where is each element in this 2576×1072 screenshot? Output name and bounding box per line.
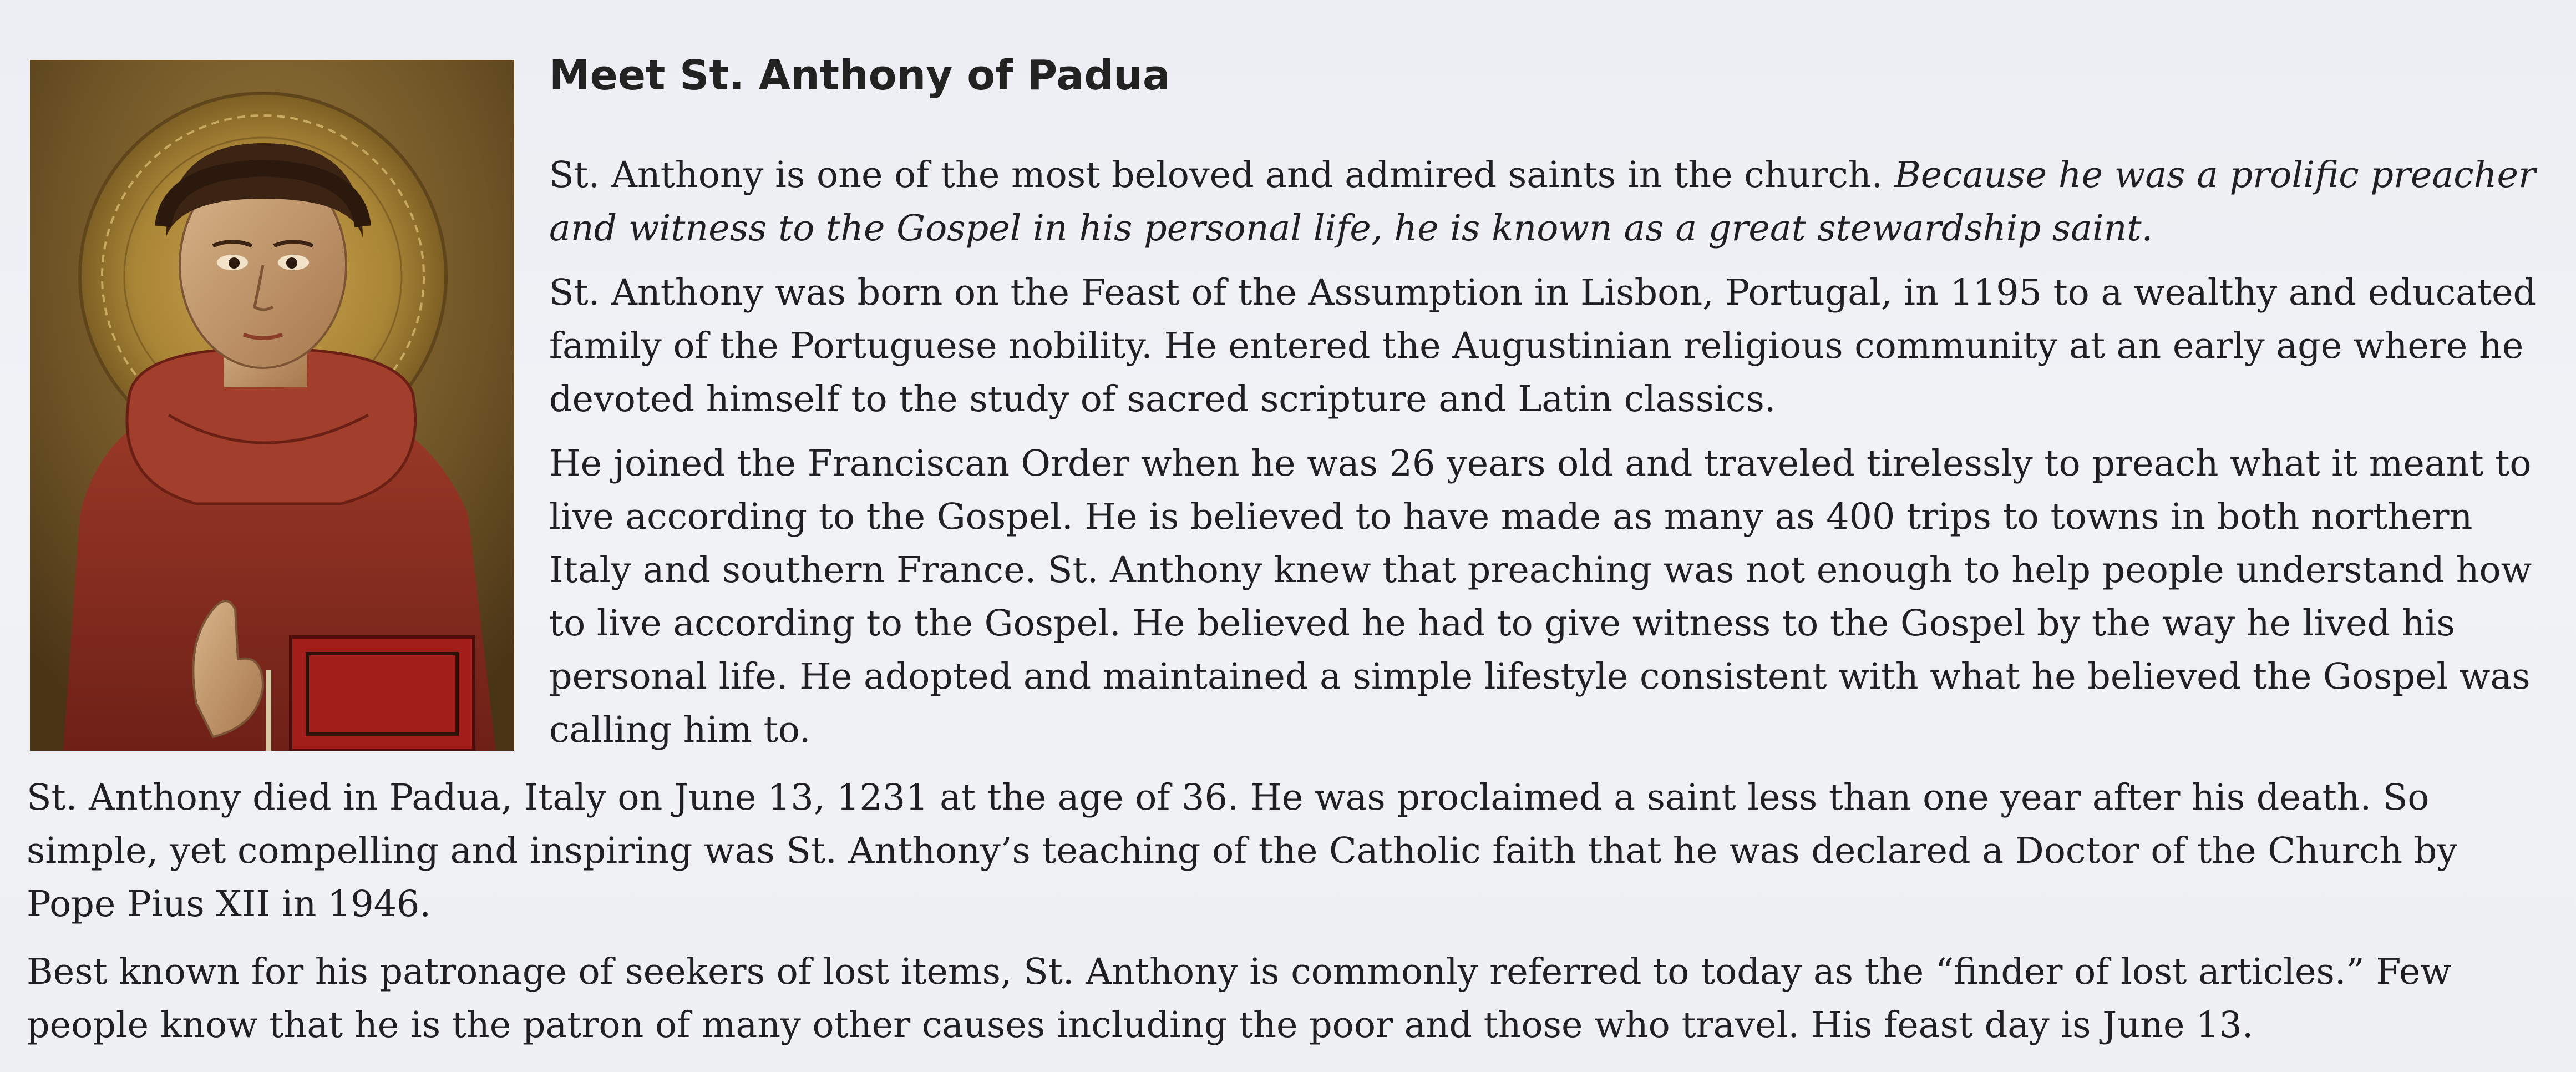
intro-italic-text: Because he was a prolific preacher and witness to the Gospel in his personal life, he is known as a great stewardship saint. — [549, 154, 2536, 249]
birth-paragraph: St. Anthony was born on the Feast of the Assumption in Lisbon, Portugal, in 1195 to a wealthy and educated family of the Portuguese nobility. He entered the Augustinian religious community at an early age where he devoted himself to the study of sacred scripture and Latin classics. — [549, 272, 2537, 420]
article-side-column — [549, 149, 2540, 768]
intro-plain-text: St. Anthony is one of the most beloved and admired saints in the church. — [549, 154, 1894, 196]
article-title: Meet St. Anthony of Padua — [549, 52, 1170, 99]
franciscan-paragraph: He joined the Franciscan Order when he was 26 years old and traveled tirelessly to preach what it meant to live according to the Gospel. He is believed to have made as many as 400 trips to towns in both northern Italy and southern France. St. Anthony knew that preaching was not enough to help people understand how to live according to the Gospel. He believed he had to give witness to the Gospel by the way he lived his personal life. He adopted and maintained a simple lifestyle consistent with what he believed the Gospel was calling him to. — [549, 443, 2532, 751]
intro-paragraph — [549, 149, 2540, 255]
death-paragraph: St. Anthony died in Padua, Italy on June 13, 1231 at the age of 36. He was proclaimed a saint less than one year after his death. So simple, yet compelling and inspiring was St. Anthony’s teaching of the Catholic faith that he was declared a Doctor of the Church by Pope Pius XII in 1946. — [27, 777, 2458, 925]
patron-paragraph: Best known for his patronage of seekers of lost items, St. Anthony is commonly referred to today as the “finder of lost articles.” Few people know that he is the patron of many other causes including the poor and those who travel. His feast day is June 13. — [27, 951, 2452, 1046]
saint-anthony-icon-portrait — [30, 60, 514, 751]
article-bottom-section — [27, 771, 2556, 1066]
